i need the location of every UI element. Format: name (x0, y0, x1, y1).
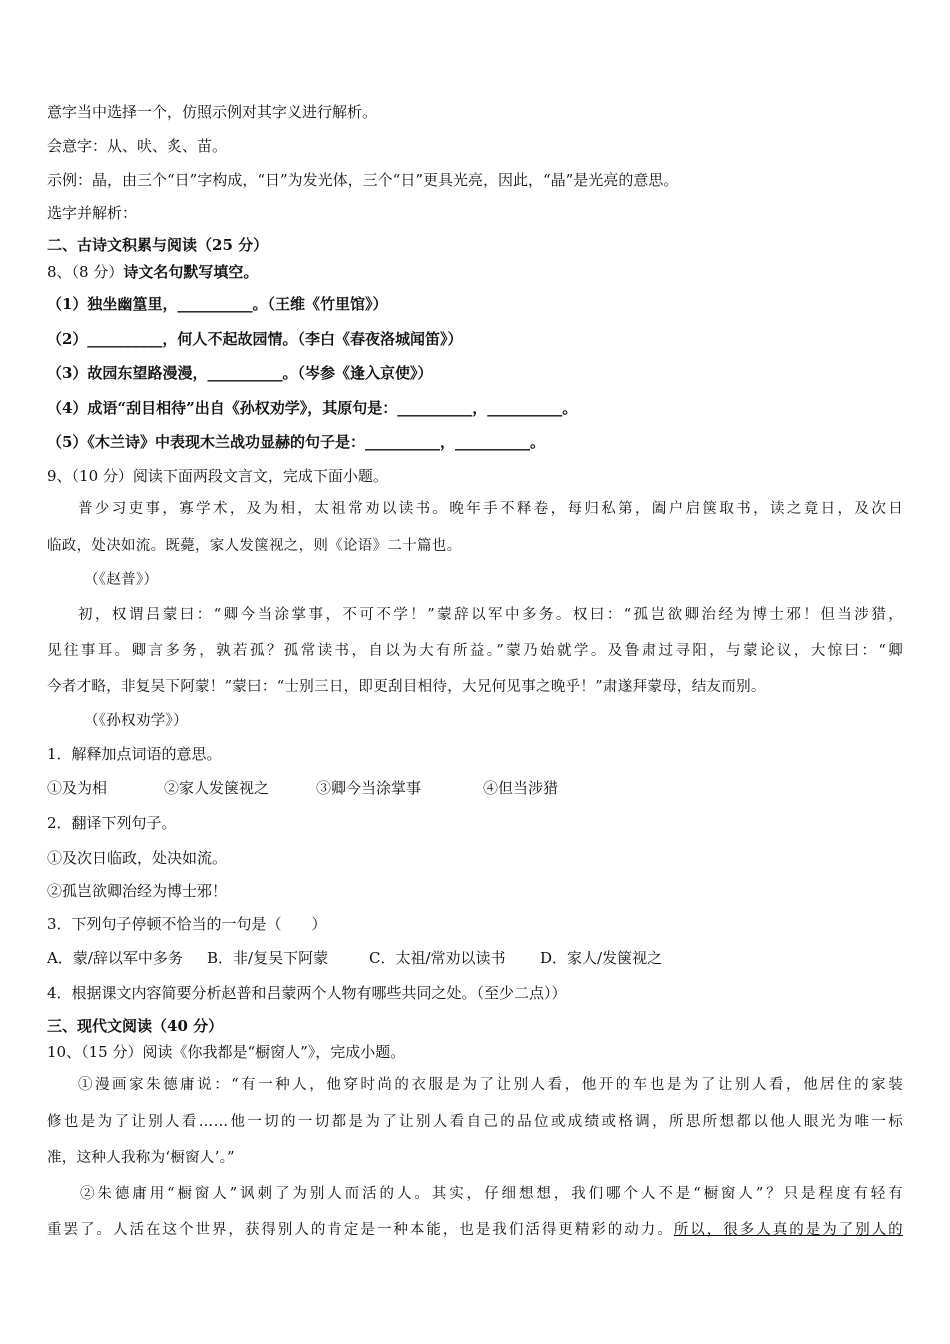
question-number: 8、（8 分） (47, 263, 124, 281)
choice-options (47, 948, 662, 968)
classical-text-line: 见往事耳。卿言多务，孰若孤？孤常读书，自以为大有所益。”蒙乃始就学。及鲁肃过寻阳，与蒙论议，大惊曰：“卿 (47, 643, 903, 659)
choice-option-c: C．太祖/常劝以读书 (369, 949, 506, 967)
question-9-header: 9、（10 分）阅读下面两段文言文，完成下面小题。 (47, 467, 388, 485)
classical-text-line: 普少习吏事，寡学术，及为相，太祖常劝以读书。晚年手不释卷，每归私第，阖户启箧取书，读之竟日，及次日 (78, 501, 903, 517)
intro-line: 选字并解析： (47, 204, 138, 222)
question-10-header: 10、（15 分）阅读《你我都是“橱窗人”》，完成小题。 (47, 1043, 406, 1061)
passage-line: ②朱德庸用“橱窗人”讽刺了为别人而活的人。其实，仔细想想，我们哪个人不是“橱窗人”？只是程度有轻有 (80, 1186, 903, 1202)
question-prompt: 诗文名句默写填空。 (123, 263, 259, 281)
passage-line (47, 1220, 903, 1240)
word-item: ②家人发箧视之 (164, 779, 270, 797)
word-item: ①及为相 (47, 779, 108, 797)
classical-text-line: 初，权谓吕蒙曰：“卿今当涂掌事，不可不学！”蒙辞以军中多务。权曰：“孤岂欲卿治经为博士邪！但当涉猎， (78, 607, 903, 623)
sub-question: 1．解释加点词语的意思。 (47, 745, 222, 763)
underlined-sentence: 所以，很多人真的是为了别人的 (673, 1222, 903, 1238)
intro-line: 会意字：从、吠、炙、苗。 (47, 137, 228, 155)
classical-text-line: 今者才略，非复吴下阿蒙！”蒙曰：“士别三日，即更刮目相待，大兄何见事之晚乎！”肃遂拜蒙母，结友而别。 (47, 679, 766, 695)
source-citation: （《赵普》） (84, 572, 159, 588)
question-8-header (47, 262, 258, 282)
fill-blank-item: （5）《木兰诗》中表现木兰战功显赫的句子是：__________，__________。 (47, 433, 545, 451)
word-list (47, 778, 558, 798)
intro-line: 意字当中选择一个，仿照示例对其字义进行解析。 (47, 103, 378, 121)
section-heading: 三、现代文阅读（40 分） (47, 1017, 224, 1035)
passage-line: 准，这种人我称为‘橱窗人’。” (47, 1150, 235, 1166)
choice-option-d: D．家人/发箧视之 (540, 949, 663, 967)
sub-question: 4．根据课文内容简要分析赵普和吕蒙两个人物有哪些共同之处。（至少二点）） (47, 984, 567, 1002)
fill-blank-item: （4）成语“刮目相待”出自《孙权劝学》，其原句是：__________，__________。 (47, 399, 578, 417)
choice-option-a: A．蒙/辞以军中多务 (47, 949, 183, 967)
section-heading: 二、古诗文积累与阅读（25 分） (47, 236, 269, 254)
passage-line: ①漫画家朱德庸说：“有一种人，他穿时尚的衣服是为了让别人看，他开的车也是为了让别人看，他居住的家装 (78, 1077, 903, 1093)
translate-item: ②孤岂欲卿治经为博士邪！ (47, 882, 228, 900)
fill-blank-item: （2）__________，何人不起故园情。（李白《春夜洛城闻笛》） (47, 330, 463, 348)
translate-item: ①及次日临政，处决如流。 (47, 849, 228, 867)
source-citation: （《孙权劝学》） (84, 713, 188, 729)
fill-blank-item: （1）独坐幽篁里，__________。（王维《竹里馆》） (47, 295, 388, 313)
fill-blank-item: （3）故园东望路漫漫，__________。（岑参《逢入京使》） (47, 364, 433, 382)
intro-line: 示例：晶，由三个“日”字构成，“日”为发光体，三个“日”更具光亮，因此，“晶”是光亮的意思。 (47, 171, 679, 189)
choice-option-b: B．非/复吴下阿蒙 (207, 949, 329, 967)
passage-line: 修也是为了让别人看……他一切的一切都是为了让别人看自己的品位或成绩或格调，所思所想都以他人眼光为唯一标 (47, 1114, 903, 1130)
word-item: ③卿今当涂掌事 (316, 779, 422, 797)
sub-question: 2．翻译下列句子。 (47, 814, 177, 832)
sub-question: 3．下列句子停顿不恰当的一句是（ ） (47, 915, 327, 933)
word-item: ④但当涉猎 (483, 779, 559, 797)
classical-text-line: 临政，处决如流。既薨，家人发箧视之，则《论语》二十篇也。 (47, 538, 462, 554)
passage-text: 重罢了。人活在这个世界，获得别人的肯定是一种本能，也是我们活得更精彩的动力。 (47, 1222, 674, 1238)
